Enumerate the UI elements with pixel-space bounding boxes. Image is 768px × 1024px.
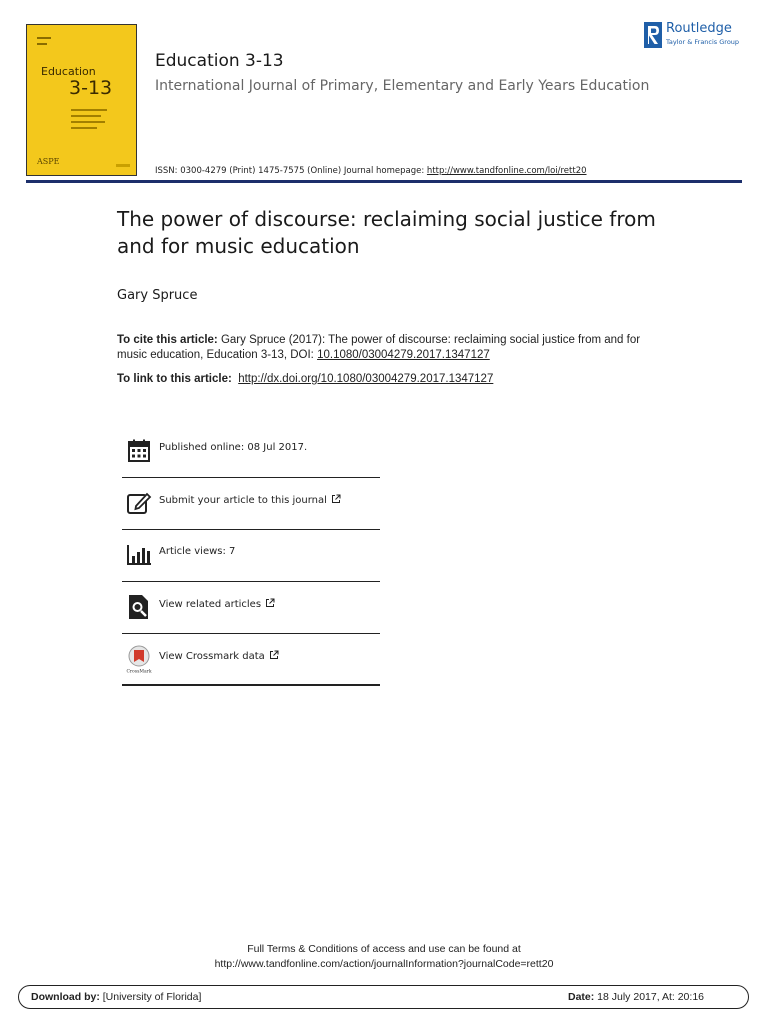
article-views-row xyxy=(122,530,380,582)
download-by: Download by: [University of Florida] xyxy=(31,991,202,1003)
submit-article-row[interactable] xyxy=(122,478,380,530)
issn-line xyxy=(155,166,587,176)
journal-subtitle: International Journal of Primary, Elementary and Early Years Education xyxy=(155,78,650,94)
calendar-icon xyxy=(126,438,152,464)
cover-decoration xyxy=(116,164,130,167)
terms-url-link[interactable]: http://www.tandfonline.com/action/journalInformation?journalCode=rett20 xyxy=(214,958,554,970)
terms-line: Full Terms & Conditions of access and use can be found at xyxy=(247,943,521,955)
issn-text: ISSN: 0300-4279 (Print) 1475-7575 (Online) Journal homepage: xyxy=(155,166,427,176)
external-link-icon xyxy=(265,598,275,608)
cover-decoration xyxy=(71,115,101,117)
cover-decoration xyxy=(71,127,97,129)
cover-number: 3-13 xyxy=(69,77,113,99)
link-label: To link to this article: xyxy=(117,373,232,385)
article-link-line xyxy=(117,373,493,385)
doi-link[interactable]: 10.1080/03004279.2017.1347127 xyxy=(317,349,490,361)
publisher-name: Routledge xyxy=(666,21,732,36)
crossmark-icon-label: CrossMark xyxy=(126,669,152,674)
related-articles-link[interactable]: View related articles xyxy=(159,598,275,610)
article-views-text: Article views: 7 xyxy=(159,546,236,557)
edit-icon xyxy=(126,490,152,516)
article-doi-url-link[interactable]: http://dx.doi.org/10.1080/03004279.2017.1347127 xyxy=(238,373,494,385)
author-name: Gary Spruce xyxy=(117,288,198,303)
external-link-icon xyxy=(331,494,341,504)
published-online-row xyxy=(122,426,380,478)
related-articles-row[interactable] xyxy=(122,582,380,634)
cover-decoration xyxy=(37,37,51,39)
cover-decoration xyxy=(71,121,105,123)
article-info-box xyxy=(122,426,380,686)
cover-decoration xyxy=(37,43,47,45)
routledge-logo[interactable] xyxy=(644,20,744,50)
submit-article-link[interactable]: Submit your article to this journal xyxy=(159,494,341,506)
terms-notice xyxy=(0,942,768,972)
cover-publisher-mark: ASPE xyxy=(37,157,60,166)
citation xyxy=(117,333,662,363)
routledge-r-icon xyxy=(644,22,662,48)
search-document-icon xyxy=(126,594,152,620)
bar-chart-icon xyxy=(126,542,152,568)
header-divider xyxy=(26,180,742,183)
external-link-icon xyxy=(269,650,279,660)
article-title: The power of discourse: reclaiming social justice from and for music education xyxy=(117,207,656,258)
citation-label: To cite this article: xyxy=(117,334,218,346)
crossmark-link[interactable]: View Crossmark data xyxy=(159,650,279,662)
cover-title: Education xyxy=(41,65,96,78)
download-date: Date: 18 July 2017, At: 20:16 xyxy=(567,991,704,1003)
citation-text: Gary Spruce (2017): The power of discourse: reclaiming social justice from and for music education, Education 3-13, DOI: xyxy=(117,334,641,361)
cover-decoration xyxy=(71,109,107,111)
crossmark-row[interactable] xyxy=(122,634,380,686)
published-online-text: Published online: 08 Jul 2017. xyxy=(159,442,308,453)
journal-cover-thumbnail[interactable] xyxy=(26,24,137,176)
crossmark-icon xyxy=(126,644,152,674)
download-info-bar xyxy=(18,985,749,1009)
journal-homepage-link[interactable]: http://www.tandfonline.com/loi/rett20 xyxy=(426,166,587,176)
publisher-group: Taylor & Francis Group xyxy=(666,38,740,46)
journal-title: Education 3-13 xyxy=(155,51,284,71)
